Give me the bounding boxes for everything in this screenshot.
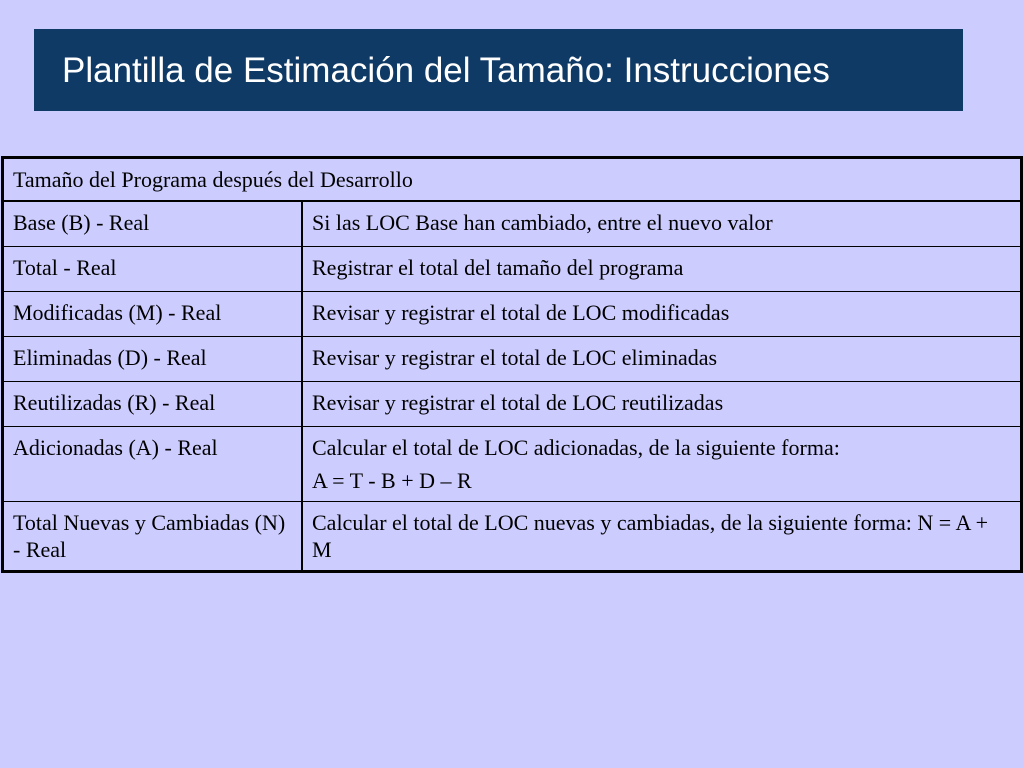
row-instruction-cell bbox=[302, 426, 1022, 501]
row-formula: A = T - B + D – R bbox=[312, 468, 472, 493]
row-label: Total Nuevas y Cambiadas (N) - Real bbox=[3, 501, 303, 571]
table-row bbox=[3, 291, 1022, 336]
row-instruction: Revisar y registrar el total de LOC modificadas bbox=[302, 291, 1022, 336]
table-row bbox=[3, 501, 1022, 571]
row-instruction: Revisar y registrar el total de LOC reutilizadas bbox=[302, 381, 1022, 426]
row-label: Eliminadas (D) - Real bbox=[3, 336, 303, 381]
table-row bbox=[3, 246, 1022, 291]
row-instruction: Si las LOC Base han cambiado, entre el nuevo valor bbox=[302, 201, 1022, 247]
instructions-table bbox=[1, 156, 1023, 573]
table-row bbox=[3, 381, 1022, 426]
row-label: Base (B) - Real bbox=[3, 201, 303, 247]
table-row bbox=[3, 336, 1022, 381]
row-label: Reutilizadas (R) - Real bbox=[3, 381, 303, 426]
slide-title: Plantilla de Estimación del Tamaño: Instrucciones bbox=[62, 50, 830, 90]
row-label: Modificadas (M) - Real bbox=[3, 291, 303, 336]
row-instruction: Registrar el total del tamaño del programa bbox=[302, 246, 1022, 291]
title-bar bbox=[34, 29, 963, 111]
row-instruction: Revisar y registrar el total de LOC eliminadas bbox=[302, 336, 1022, 381]
row-instruction: Calcular el total de LOC nuevas y cambiadas, de la siguiente forma: N = A + M bbox=[302, 501, 1022, 571]
row-instruction: Calcular el total de LOC adicionadas, de la siguiente forma: bbox=[312, 434, 840, 460]
table-header: Tamaño del Programa después del Desarrollo bbox=[3, 158, 1022, 201]
table-row bbox=[3, 426, 1022, 501]
row-label: Adicionadas (A) - Real bbox=[3, 426, 303, 501]
table-row bbox=[3, 201, 1022, 247]
row-label: Total - Real bbox=[3, 246, 303, 291]
table-header-row bbox=[3, 158, 1022, 201]
